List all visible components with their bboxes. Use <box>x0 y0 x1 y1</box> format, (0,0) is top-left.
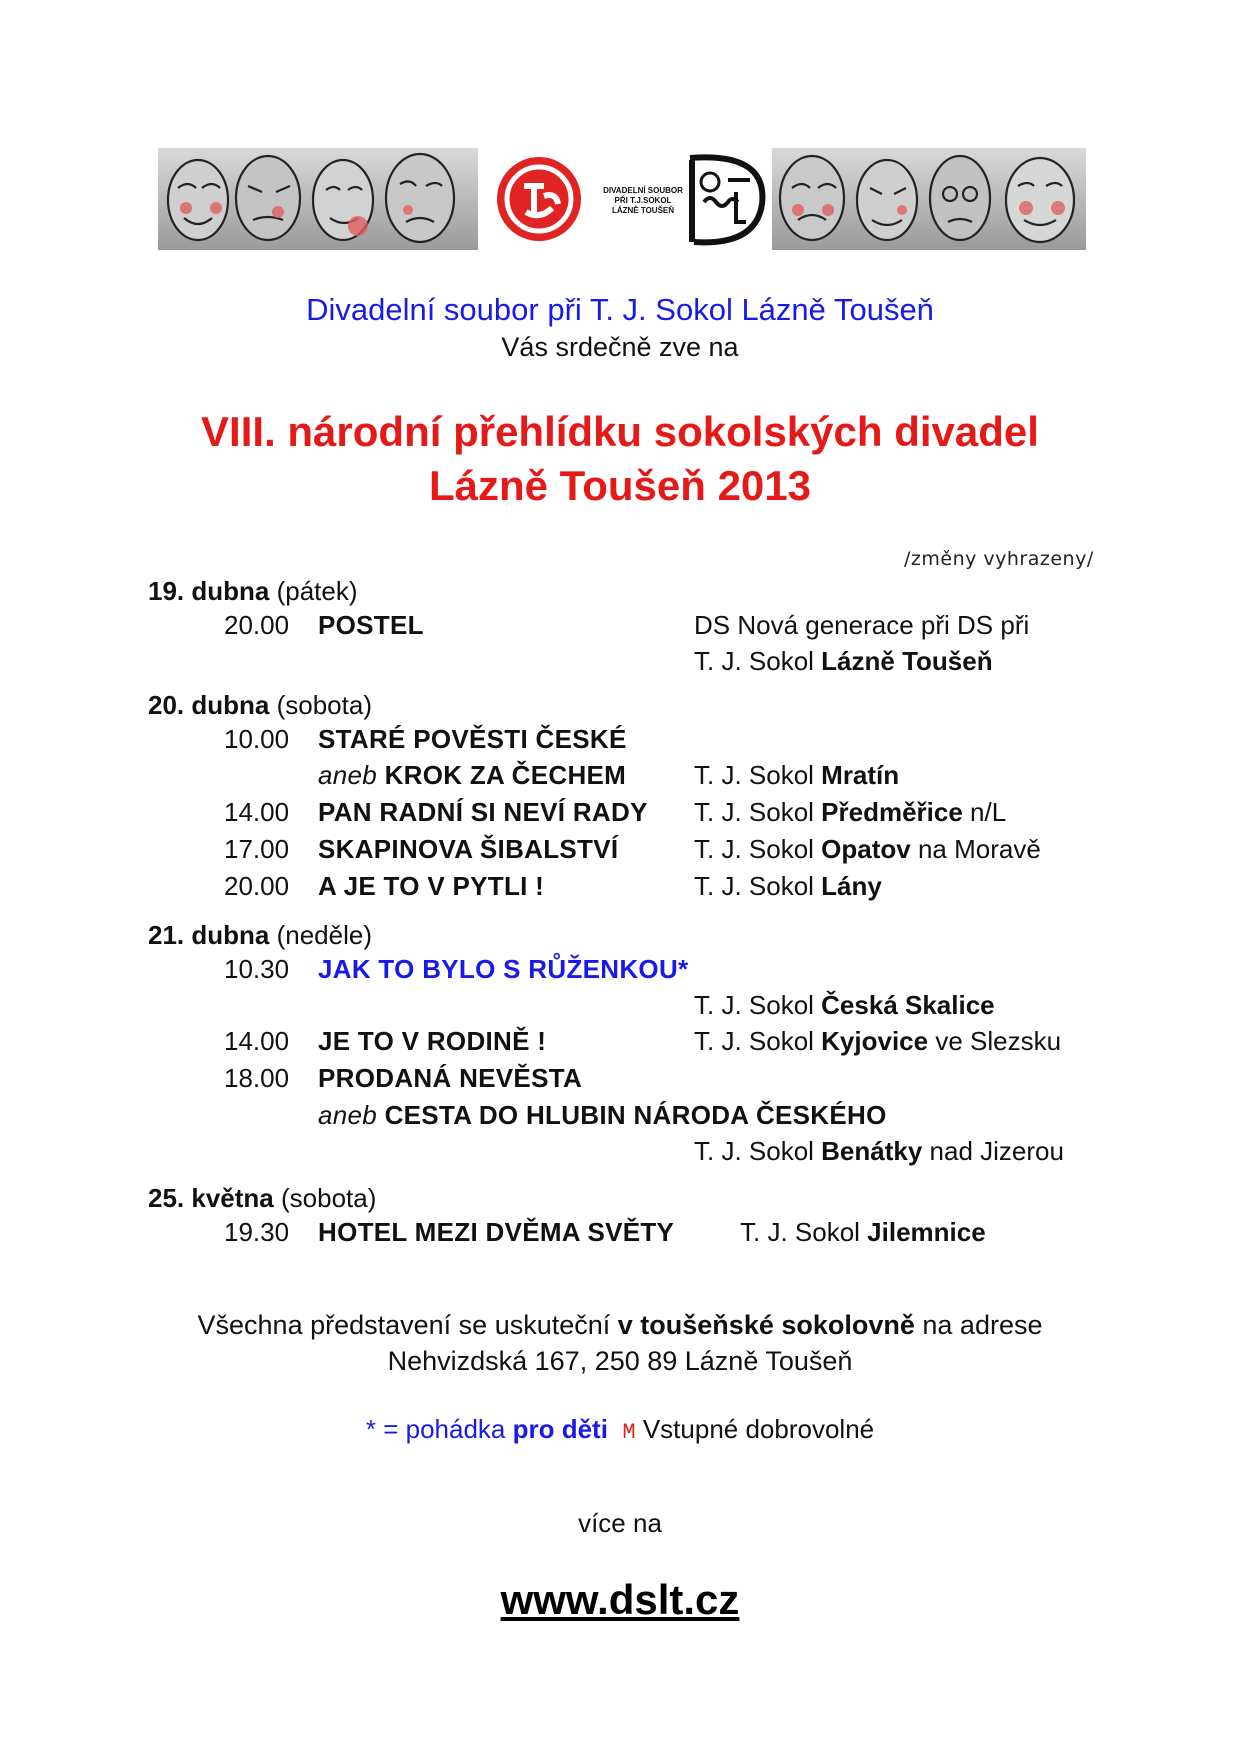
website-link[interactable]: www.dslt.cz <box>500 1576 740 1623</box>
group-prefix: T. J. Sokol <box>694 1136 822 1166</box>
group-suffix: nad Jizerou <box>922 1136 1064 1166</box>
header-banner <box>158 148 1086 250</box>
ds-logo-line-2: PŘI T.J.SOKOL <box>614 196 672 205</box>
show-title: HOTEL MEZI DVĚMA SVĚTY <box>318 1217 675 1247</box>
invite-line: Vás srdečně zve na <box>501 332 739 362</box>
legend-free-entry: Vstupné dobrovolné <box>642 1414 875 1444</box>
venue-name: v toušeňské sokolovně <box>617 1310 915 1340</box>
group-suffix: n/L <box>962 797 1007 827</box>
address-line: Nehvizdská 167, 250 89 Lázně Toušeň <box>387 1346 853 1376</box>
group-prefix: T. J. Sokol <box>694 646 822 676</box>
show-group <box>694 1136 1064 1167</box>
show-time: 17.00 <box>224 834 290 864</box>
show-group <box>694 760 899 791</box>
show-time: 14.00 <box>224 797 290 827</box>
theatre-masks-left-icon <box>158 148 478 250</box>
group-prefix: T. J. Sokol <box>694 760 822 790</box>
show-group <box>694 871 882 902</box>
show-subtitle <box>318 1100 887 1131</box>
day-date: 19. dubna <box>148 576 270 606</box>
group-town: Lány <box>821 871 882 901</box>
aneb-word: aneb <box>318 1100 378 1130</box>
aneb-word: aneb <box>318 760 378 790</box>
show-time: 10.00 <box>224 724 290 754</box>
group-town: Předměřice <box>821 797 963 827</box>
day-weekday: (pátek) <box>276 576 358 606</box>
show-subtitle <box>318 760 626 791</box>
group-prefix: T. J. Sokol <box>694 834 822 864</box>
show-time: 19.30 <box>224 1217 290 1247</box>
day-date: 21. dubna <box>148 920 270 950</box>
ds-logo-line-3: LÁZNĚ TOUŠEŇ <box>611 206 675 215</box>
subtitle-text: KROK ZA ČECHEM <box>384 760 627 790</box>
organizer-line: Divadelní soubor při T. J. Sokol Lázně Toušeň <box>306 292 934 327</box>
sokol-logo-icon <box>496 156 582 242</box>
show-title: PRODANÁ NEVĚSTA <box>318 1063 583 1093</box>
show-title: JE TO V RODINĚ ! <box>318 1026 547 1056</box>
more-info-label: více na <box>578 1508 662 1538</box>
legend-kids: pro děti <box>512 1414 608 1444</box>
day-heading-3 <box>148 920 372 951</box>
show-group <box>694 797 1006 828</box>
group-suffix: ve Slezsku <box>928 1026 1062 1056</box>
show-title: SKAPINOVA ŠIBALSTVÍ <box>318 834 619 864</box>
group-prefix: T. J. Sokol <box>694 871 822 901</box>
day-date: 25. května <box>148 1183 274 1213</box>
group-prefix: T. J. Sokol <box>694 990 822 1020</box>
legend-prefix: * = pohádka <box>365 1414 513 1444</box>
legend-symbol: M <box>622 1420 636 1445</box>
group-town: Opatov <box>821 834 911 864</box>
group-prefix: T. J. Sokol <box>740 1217 868 1247</box>
dslt-logo-icon <box>670 152 770 248</box>
show-group <box>694 990 995 1021</box>
day-weekday: (neděle) <box>276 920 372 950</box>
group-town: Mratín <box>821 760 900 790</box>
venue-line <box>0 1310 1240 1341</box>
event-title-line-1: VIII. národní přehlídku sokolských divadel <box>201 408 1039 455</box>
subtitle-text: CESTA DO HLUBIN NÁRODA ČESKÉHO <box>384 1100 887 1130</box>
show-title: JAK TO BYLO S RŮŽENKOU* <box>318 954 689 984</box>
group-town: Benátky <box>821 1136 923 1166</box>
ds-logo-line-1: DIVADELNÍ SOUBOR <box>603 186 683 195</box>
show-group-line-2 <box>694 646 993 677</box>
show-group: DS Nová generace při DS při <box>694 610 1030 640</box>
group-town: Jilemnice <box>867 1217 986 1247</box>
group-town: Kyjovice <box>821 1026 929 1056</box>
show-title: STARÉ POVĚSTI ČESKÉ <box>318 724 627 754</box>
show-time: 20.00 <box>224 871 290 901</box>
show-time: 14.00 <box>224 1026 290 1056</box>
group-town: Česká Skalice <box>821 990 995 1020</box>
event-title-line-2: Lázně Toušeň 2013 <box>428 462 812 509</box>
show-time: 18.00 <box>224 1063 290 1093</box>
day-heading-2 <box>148 690 372 721</box>
day-weekday: (sobota) <box>276 690 372 720</box>
show-title: A JE TO V PYTLI ! <box>318 871 545 901</box>
group-town: Lázně Toušeň <box>821 646 993 676</box>
show-time: 10.30 <box>224 954 290 984</box>
show-title: PAN RADNÍ SI NEVÍ RADY <box>318 797 648 827</box>
group-suffix: na Moravě <box>910 834 1041 864</box>
show-time: 20.00 <box>224 610 290 640</box>
day-heading-1 <box>148 576 358 607</box>
group-prefix: T. J. Sokol <box>694 1026 822 1056</box>
day-heading-4 <box>148 1183 376 1214</box>
legend-line <box>0 1414 1240 1445</box>
day-weekday: (sobota) <box>280 1183 377 1213</box>
venue-prefix: Všechna představení se uskuteční <box>197 1310 618 1340</box>
show-title: POSTEL <box>318 610 424 640</box>
theatre-masks-right-icon <box>772 148 1086 250</box>
venue-suffix: na adrese <box>914 1310 1043 1340</box>
changes-note: /změny vyhrazeny/ <box>904 548 1094 570</box>
show-group <box>694 1026 1061 1057</box>
day-date: 20. dubna <box>148 690 270 720</box>
show-group <box>740 1217 986 1248</box>
group-prefix: T. J. Sokol <box>694 797 822 827</box>
show-group <box>694 834 1041 865</box>
